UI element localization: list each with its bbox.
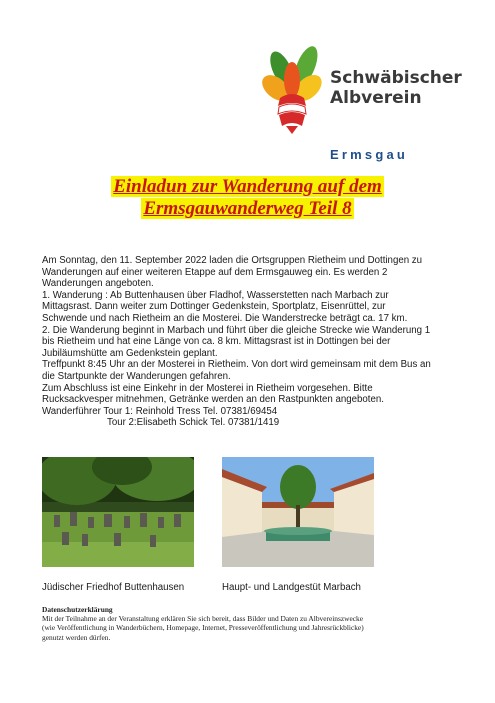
body-line: Am Sonntag, den 11. September 2022 laden die Ortsgruppen Rietheim und Dottingen zu xyxy=(42,255,423,266)
body-line: Zum Abschluss ist eine Einkehr in der Mosterei in Rietheim vorgesehen. Bitte xyxy=(42,382,373,394)
privacy-line: genutzt werden dürfen. xyxy=(42,632,111,642)
region-name: Ermsgau xyxy=(330,147,409,162)
privacy-line: (wie Veröffentlichung in Wanderbüchern, Homepage, Internet, Presseveröffentlichung und Jahresrückblicke) xyxy=(42,623,364,633)
guide-tour-1: Wanderführer Tour 1: Reinhold Tress Tel. 07381/69454 xyxy=(42,405,278,417)
body-line: Wanderungen angeboten. xyxy=(42,278,154,290)
invitation-title xyxy=(0,176,495,220)
title-line2: Ermsgauwanderweg Teil 8 xyxy=(143,198,352,219)
body-line: Treffpunkt 8:45 Uhr an der Mosterei in Rietheim. Von dort wird gemeinsam mit dem Bus an xyxy=(42,359,431,371)
body-line: Mittagsrast. Dann weiter zum Dottinger Gedenkstein, Sportplatz, Eisenrüttel, zur xyxy=(42,301,386,313)
title-line1: Einladun zur Wanderung auf dem xyxy=(113,176,382,197)
privacy-notice xyxy=(42,605,462,642)
leaf-emblem-icon xyxy=(262,40,332,135)
body-line: Jubiläumshütte am Gedenkstein geplant. xyxy=(42,347,218,359)
org-name-line1: Schwäbischer xyxy=(330,68,462,88)
body-line: Wanderungen auf einer weiteren Etappe auf dem Ermsgauweg ein. Es werden 2 xyxy=(42,266,388,278)
cemetery-caption: Jüdischer Friedhof Buttenhausen xyxy=(42,582,185,593)
body-line: 2. Die Wanderung beginnt in Marbach und führt über die gleiche Strecke wie Wanderung 1 xyxy=(42,324,431,336)
privacy-line: Mit der Teilnahme an der Veranstaltung erklären Sie sich bereit, dass Bilder und Daten zu Albvereinszwecke xyxy=(42,614,364,624)
org-name xyxy=(330,68,462,108)
org-name-line2: Albverein xyxy=(330,88,422,108)
body-line: Rucksackvesper mitnehmen, Getränke werden an den Rastpunkten angeboten. xyxy=(42,394,384,406)
privacy-heading: Datenschutzerklärung xyxy=(42,605,113,614)
body-line: Schwende und nach Rietheim an die Mosterei. Die Wanderstrecke beträgt ca. 17 km. xyxy=(42,312,408,324)
stud-farm-caption: Haupt- und Landgestüt Marbach xyxy=(222,582,361,593)
cemetery-photo xyxy=(42,457,194,567)
stud-farm-photo xyxy=(222,457,374,567)
invitation-body xyxy=(42,255,462,429)
body-line: bis Rietheim und hat eine Länge von ca. 8 km. Mittagsrast ist in Dottingen bei der xyxy=(42,336,391,348)
guide-tour-2: Tour 2:Elisabeth Schick Tel. 07381/1419 xyxy=(107,417,280,429)
body-line: die Startpunkte der Wanderungen gefahren. xyxy=(42,370,231,382)
body-line: 1. Wanderung : Ab Buttenhausen über Fladhof, Wasserstetten nach Marbach zur xyxy=(42,289,389,301)
